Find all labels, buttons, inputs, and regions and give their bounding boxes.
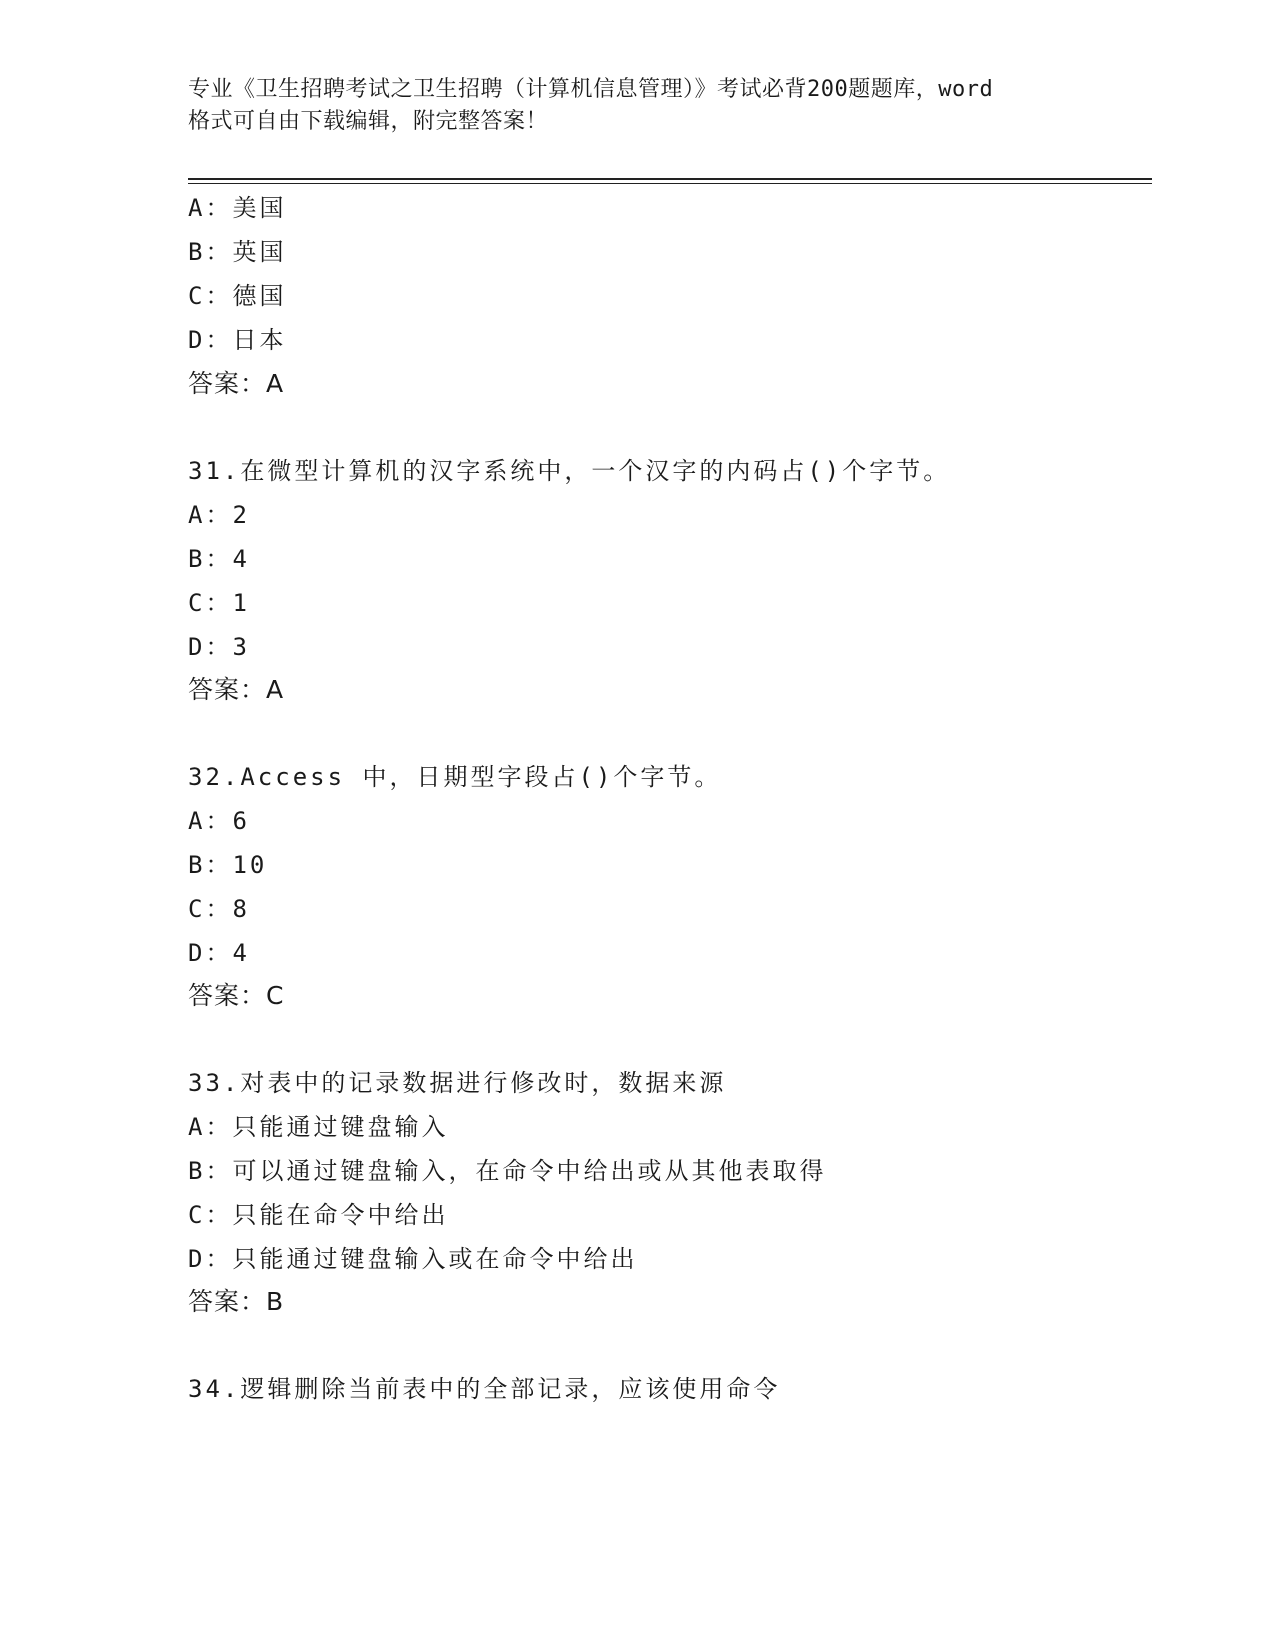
q30-option-c: C：德国 (188, 282, 287, 310)
header-line-2: 格式可自由下载编辑，附完整答案！ (188, 109, 549, 134)
q34-question: 34.逻辑删除当前表中的全部记录，应该使用命令 (188, 1375, 781, 1403)
q33-option-a: A：只能通过键盘输入 (188, 1113, 449, 1141)
q33-option-c: C：只能在命令中给出 (188, 1201, 449, 1229)
header-divider-thick (188, 178, 1152, 180)
q32-option-c: C：8 (188, 895, 250, 923)
q31-option-d: D：3 (188, 633, 250, 661)
q30-option-d: D：日本 (188, 326, 287, 354)
q30-option-a: A：美国 (188, 194, 287, 222)
q33-question: 33.对表中的记录数据进行修改时，数据来源 (188, 1069, 727, 1097)
q32-option-b: B：10 (188, 851, 268, 879)
q30-answer: 答案：A (188, 369, 285, 398)
q33-option-b: B：可以通过键盘输入，在命令中给出或从其他表取得 (188, 1157, 827, 1185)
q32-option-d: D：4 (188, 939, 250, 967)
q31-option-a: A：2 (188, 501, 250, 529)
q31-option-b: B：4 (188, 545, 250, 573)
header-divider-thin (188, 183, 1152, 184)
q32-answer: 答案：C (188, 981, 285, 1010)
header-line-1: 专业《卫生招聘考试之卫生招聘（计算机信息管理）》考试必背200题题库，word (188, 77, 994, 102)
q32-question: 32.Access 中，日期型字段占()个字节。 (188, 763, 722, 791)
q31-answer: 答案：A (188, 675, 285, 704)
q33-answer: 答案：B (188, 1287, 285, 1316)
document-header (188, 74, 1088, 138)
q33-option-d: D：只能通过键盘输入或在命令中给出 (188, 1245, 638, 1273)
q31-option-c: C：1 (188, 589, 250, 617)
q30-option-b: B：英国 (188, 238, 287, 266)
q31-question: 31.在微型计算机的汉字系统中，一个汉字的内码占()个字节。 (188, 457, 951, 485)
q32-option-a: A：6 (188, 807, 250, 835)
